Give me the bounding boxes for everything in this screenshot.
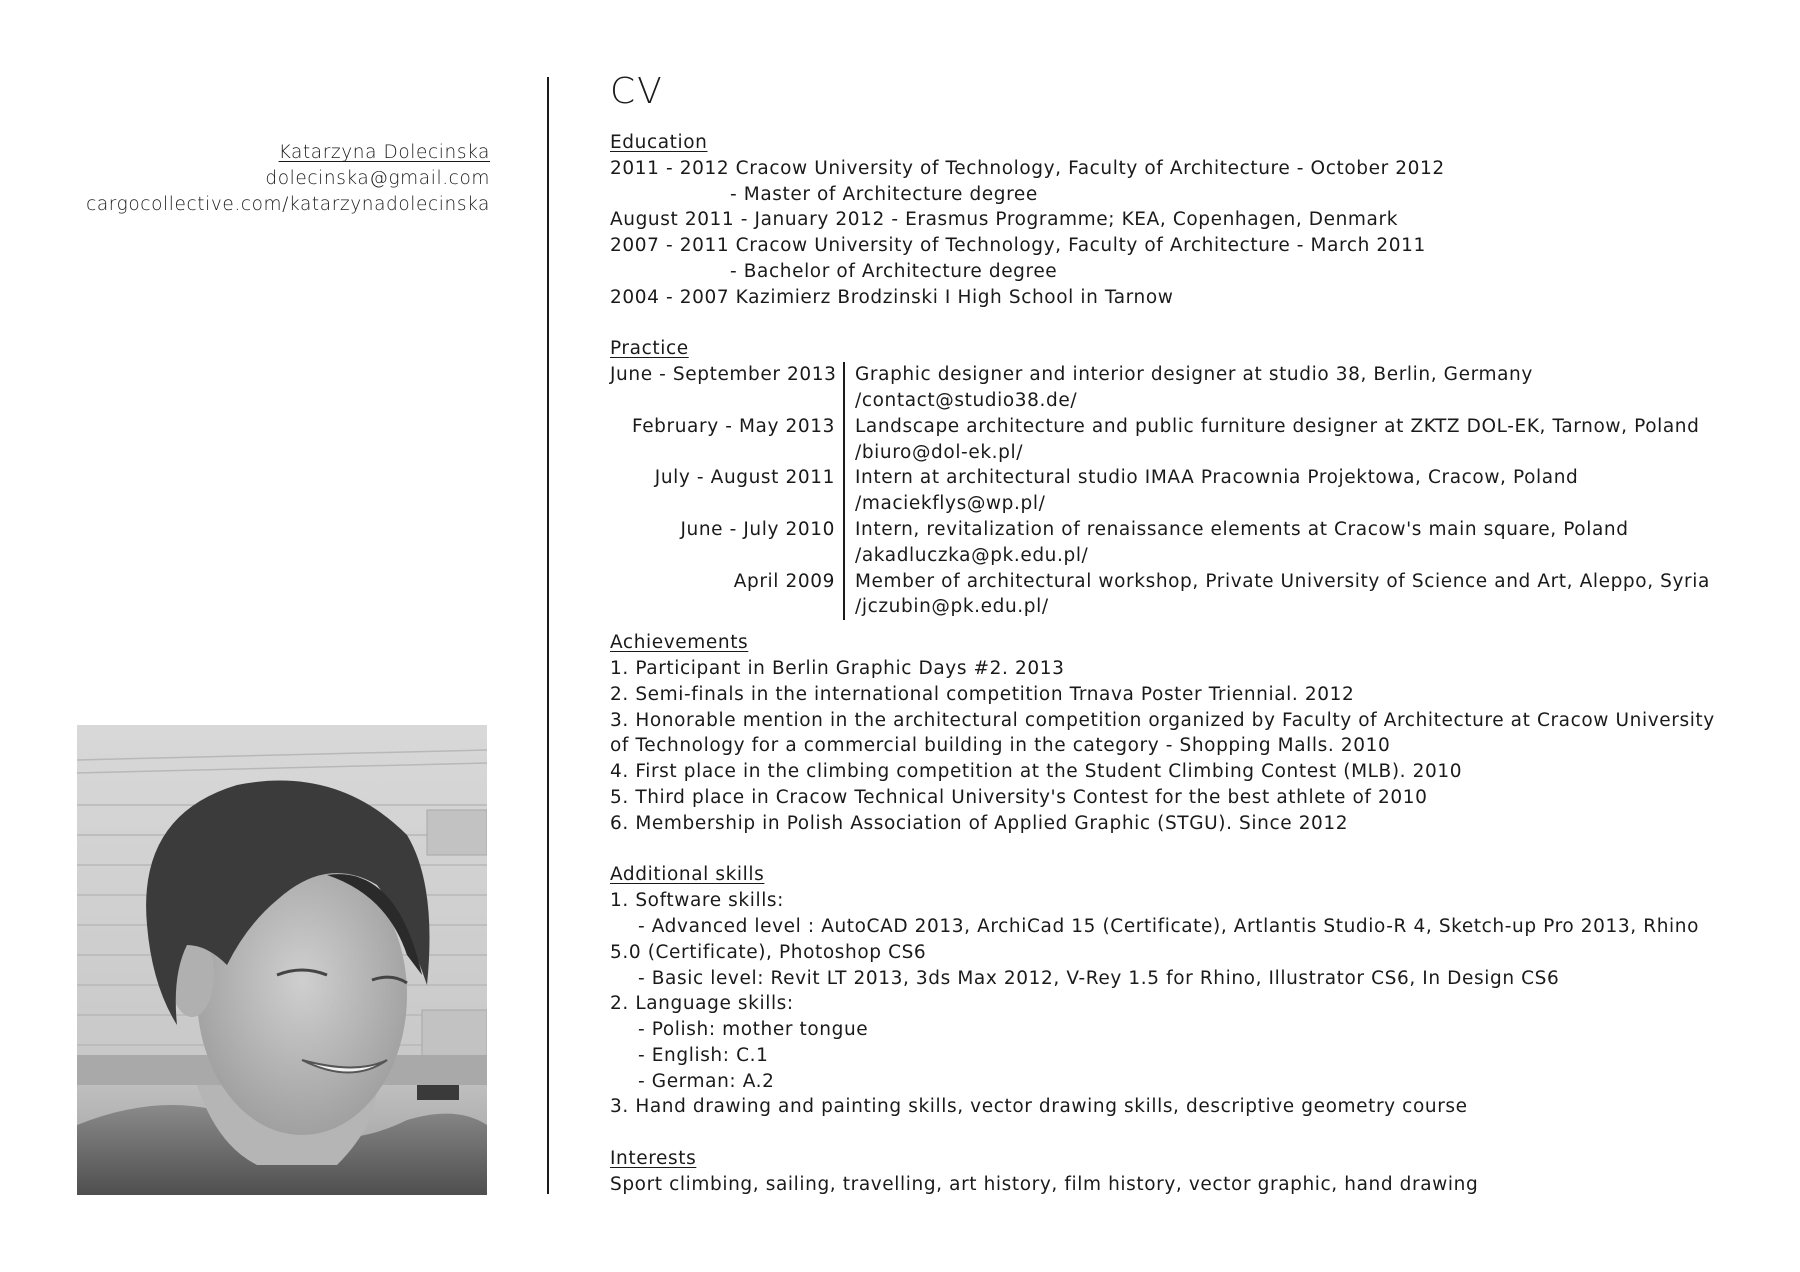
practice-date: June - September 2013 (610, 362, 845, 414)
education-heading: Education (610, 132, 708, 153)
practice-role: Member of architectural workshop, Private University of Science and Art, Aleppo, Syria (855, 570, 1710, 592)
education-line: 2007 - 2011 Cracow University of Technology, Faculty of Architecture - March 2011 (610, 235, 1426, 257)
practice-table (610, 362, 1740, 620)
practice-section (610, 336, 1740, 620)
skills-section (610, 862, 1740, 1120)
contact-block (60, 140, 490, 218)
skill-line: - German: A.2 (638, 1070, 775, 1092)
practice-date: April 2009 (610, 569, 845, 621)
practice-entry (845, 414, 1740, 466)
achievement-line: 6. Membership in Polish Association of Applied Graphic (STGU). Since 2012 (610, 812, 1349, 834)
achievement-line: 4. First place in the climbing competition at the Student Climbing Contest (MLB). 2010 (610, 761, 1463, 783)
skill-line: 2. Language skills: (610, 993, 794, 1015)
practice-role: Graphic designer and interior designer at studio 38, Berlin, Germany (855, 364, 1533, 386)
practice-entry (845, 517, 1740, 569)
practice-date: July - August 2011 (610, 465, 845, 517)
education-list (610, 156, 1740, 311)
skill-line: - Basic level: Revit LT 2013, 3ds Max 2012, V-Rey 1.5 for Rhino, Illustrator CS6, In Design CS6 (638, 967, 1560, 989)
interests-text: Sport climbing, sailing, travelling, art history, film history, vector graphic, hand drawing (610, 1173, 1479, 1195)
column-divider (547, 77, 549, 1194)
skill-line: - Polish: mother tongue (638, 1019, 869, 1041)
portrait-photo (77, 725, 487, 1195)
education-line: 2011 - 2012 Cracow University of Technology, Faculty of Architecture - October 2012 (610, 157, 1445, 179)
practice-entry (845, 465, 1740, 517)
achievement-line: 2. Semi-finals in the international competition Trnava Poster Triennial. 2012 (610, 683, 1355, 705)
page-title: CV (610, 71, 664, 112)
education-line: August 2011 - January 2012 - Erasmus Programme; KEA, Copenhagen, Denmark (610, 209, 1399, 231)
achievement-line: of Technology for a commercial building in the category - Shopping Malls. 2010 (610, 735, 1391, 757)
practice-contact: /contact@studio38.de/ (855, 389, 1078, 411)
education-line: - Bachelor of Architecture degree (730, 260, 1058, 282)
interests-section (610, 1146, 1740, 1198)
achievement-line: 5. Third place in Cracow Technical University's Contest for the best athlete of 2010 (610, 786, 1428, 808)
practice-contact: /akadluczka@pk.edu.pl/ (855, 544, 1089, 566)
practice-entry (845, 569, 1740, 621)
education-line: - Master of Architecture degree (730, 183, 1038, 205)
skill-line: - English: C.1 (638, 1044, 769, 1066)
contact-website[interactable]: cargocollective.com/katarzynadolecinska (86, 194, 490, 215)
skill-line: 5.0 (Certificate), Photoshop CS6 (610, 941, 927, 963)
interests-heading: Interests (610, 1148, 697, 1170)
achievements-list (610, 656, 1740, 837)
practice-entry (845, 362, 1740, 414)
education-section (610, 130, 1740, 311)
achievements-section (610, 630, 1740, 836)
skills-heading: Additional skills (610, 864, 765, 886)
education-line: 2004 - 2007 Kazimierz Brodzinski I High School in Tarnow (610, 286, 1174, 308)
practice-contact: /biuro@dol-ek.pl/ (855, 441, 1024, 463)
skills-list (610, 888, 1740, 1120)
cv-main (610, 68, 1740, 1198)
practice-date: June - July 2010 (610, 517, 845, 569)
practice-contact: /jczubin@pk.edu.pl/ (855, 596, 1049, 618)
practice-date: February - May 2013 (610, 414, 845, 466)
practice-role: Intern at architectural studio IMAA Pracownia Projektowa, Cracow, Poland (855, 467, 1579, 489)
achievement-line: 1. Participant in Berlin Graphic Days #2. 2013 (610, 657, 1065, 679)
contact-name: Katarzyna Dolecinska (278, 142, 490, 163)
skill-line: - Advanced level : AutoCAD 2013, ArchiCad 15 (Certificate), Artlantis Studio-R 4, Sketch-up Pro 2013, Rhino (638, 915, 1700, 937)
achievement-line: 3. Honorable mention in the architectural competition organized by Faculty of Architecture at Cracow University (610, 709, 1715, 731)
skill-line: 3. Hand drawing and painting skills, vector drawing skills, descriptive geometry course (610, 1096, 1468, 1118)
skill-line: 1. Software skills: (610, 890, 785, 912)
practice-role: Landscape architecture and public furniture designer at ZKTZ DOL-EK, Tarnow, Poland (855, 415, 1700, 437)
achievements-heading: Achievements (610, 632, 749, 654)
contact-email[interactable]: dolecinska@gmail.com (265, 168, 490, 189)
practice-heading: Practice (610, 338, 689, 360)
practice-role: Intern, revitalization of renaissance elements at Cracow's main square, Poland (855, 518, 1629, 540)
practice-contact: /maciekflys@wp.pl/ (855, 493, 1046, 515)
